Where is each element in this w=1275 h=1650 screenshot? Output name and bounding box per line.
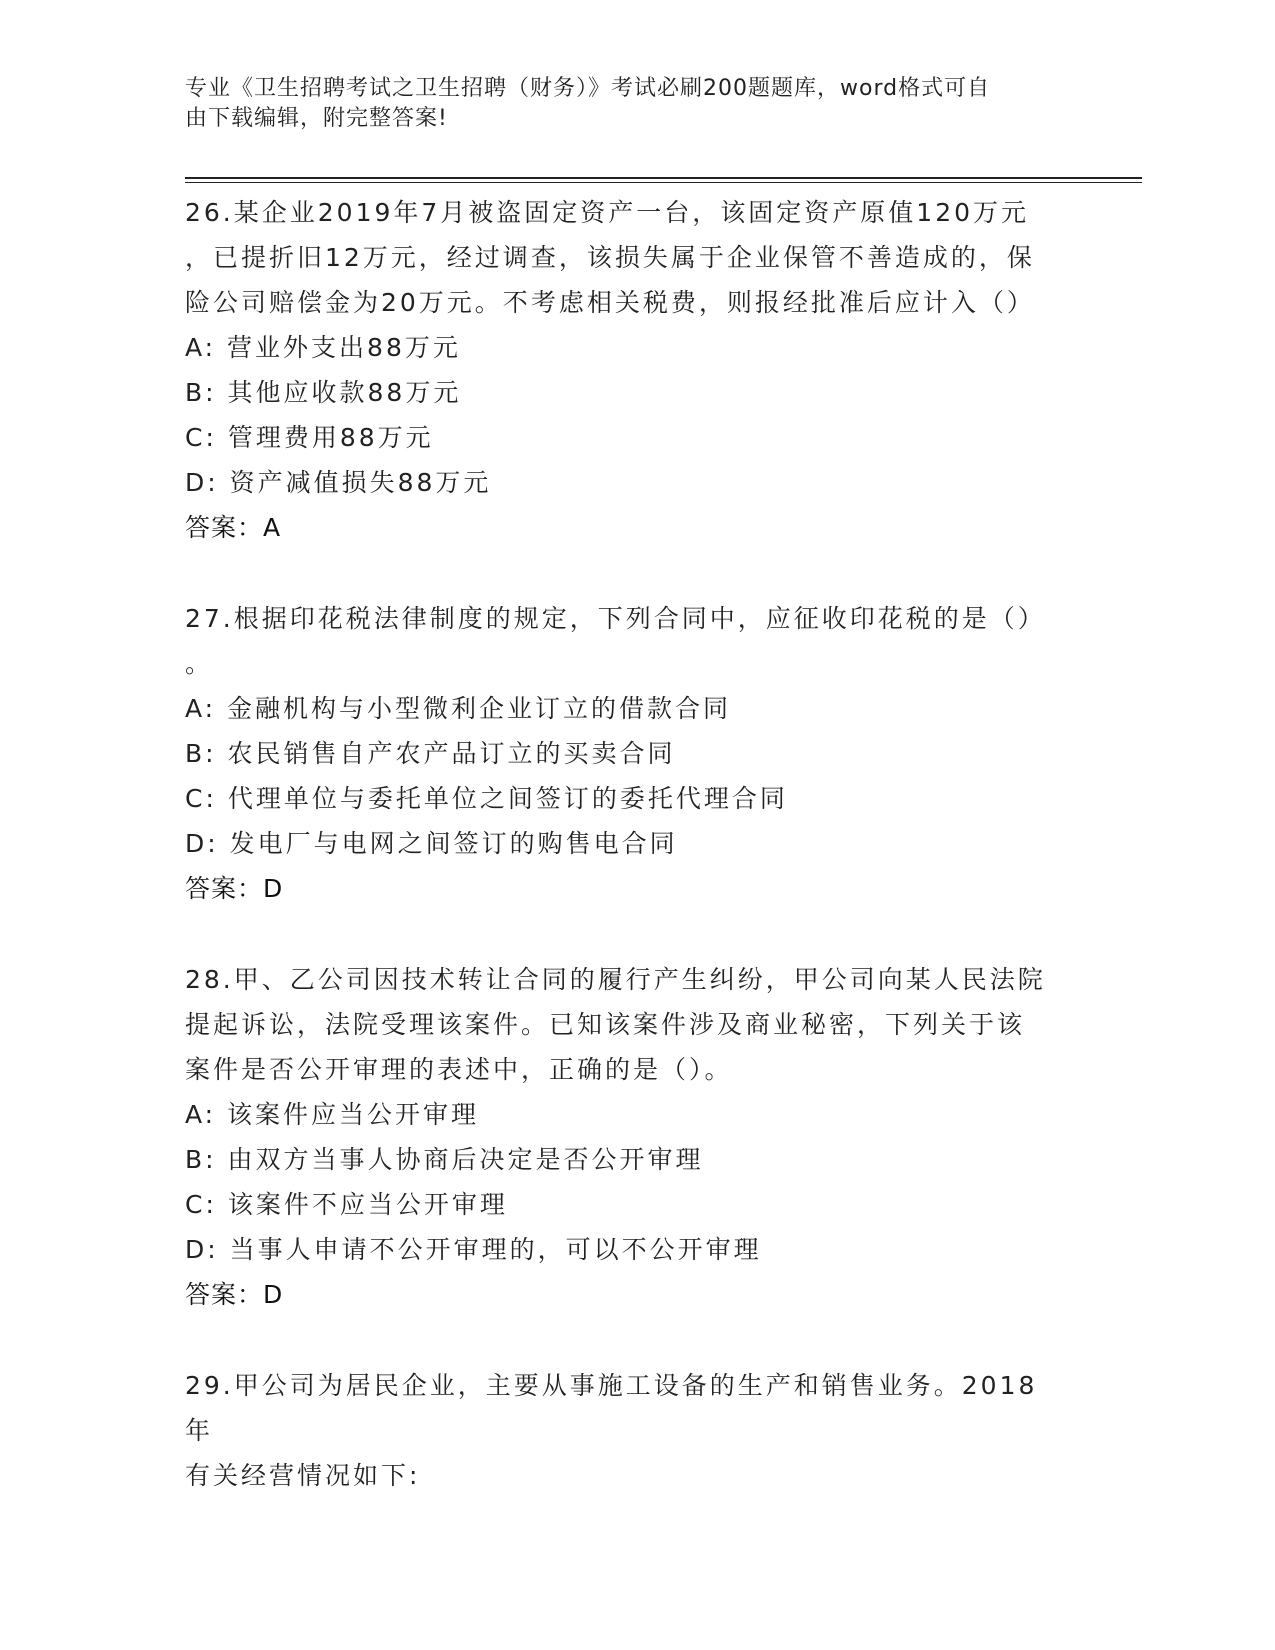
question-list [185,190,1065,1544]
question-29 [185,1363,1065,1498]
question-28 [185,957,1065,1317]
answer: 答案：A [185,513,282,542]
header-line-2: 由下载编辑，附完整答案! [185,106,448,131]
option-c: C: 代理单位与委托单位之间签订的委托代理合同 [185,784,788,813]
option-c: C: 该案件不应当公开审理 [185,1190,508,1219]
question-text-line: 案件是否公开审理的表述中，正确的是（）。 [185,1055,733,1084]
header-line-1: 专业《卫生招聘考试之卫生招聘（财务）》考试必刷200题题库，word格式可自 [185,76,991,101]
option-d: D: 资产减值损失88万元 [185,468,492,497]
answer: 答案：D [185,1280,284,1309]
question-text-line: 27.根据印花税法律制度的规定，下列合同中，应征收印花税的是（） [185,604,1046,633]
document-header [185,74,1065,134]
answer: 答案：D [185,874,284,903]
option-d: D: 发电厂与电网之间签订的购售电合同 [185,829,678,858]
question-text-line: 29.甲公司为居民企业，主要从事施工设备的生产和销售业务。2018年 [185,1371,1038,1445]
option-b: B: 农民销售自产农产品订立的买卖合同 [185,739,676,768]
question-text-line: 28.甲、乙公司因技术转让合同的履行产生纠纷，甲公司向某人民法院 [185,965,1046,994]
option-a: A: 该案件应当公开审理 [185,1100,480,1129]
question-text-line: 有关经营情况如下: [185,1461,421,1490]
option-b: B: 其他应收款88万元 [185,378,462,407]
question-text-line: ，已提折旧12万元，经过调查，该损失属于企业保管不善造成的，保 [185,243,1035,272]
question-text-line: 。 [185,649,214,678]
header-divider [185,177,1142,179]
question-text-line: 26.某企业2019年7月被盗固定资产一台，该固定资产原值120万元 [185,198,1030,227]
option-b: B: 由双方当事人协商后决定是否公开审理 [185,1145,704,1174]
question-text-line: 提起诉讼，法院受理该案件。已知该案件涉及商业秘密，下列关于该 [185,1010,1026,1039]
question-text-line: 险公司赔偿金为20万元。不考虑相关税费，则报经批准后应计入（） [185,288,1035,317]
option-d: D: 当事人申请不公开审理的，可以不公开审理 [185,1235,762,1264]
header-divider-thin [185,182,1142,183]
option-c: C: 管理费用88万元 [185,423,434,452]
question-27 [185,596,1065,911]
option-a: A: 营业外支出88万元 [185,333,461,362]
option-a: A: 金融机构与小型微利企业订立的借款合同 [185,694,732,723]
question-26 [185,190,1065,550]
